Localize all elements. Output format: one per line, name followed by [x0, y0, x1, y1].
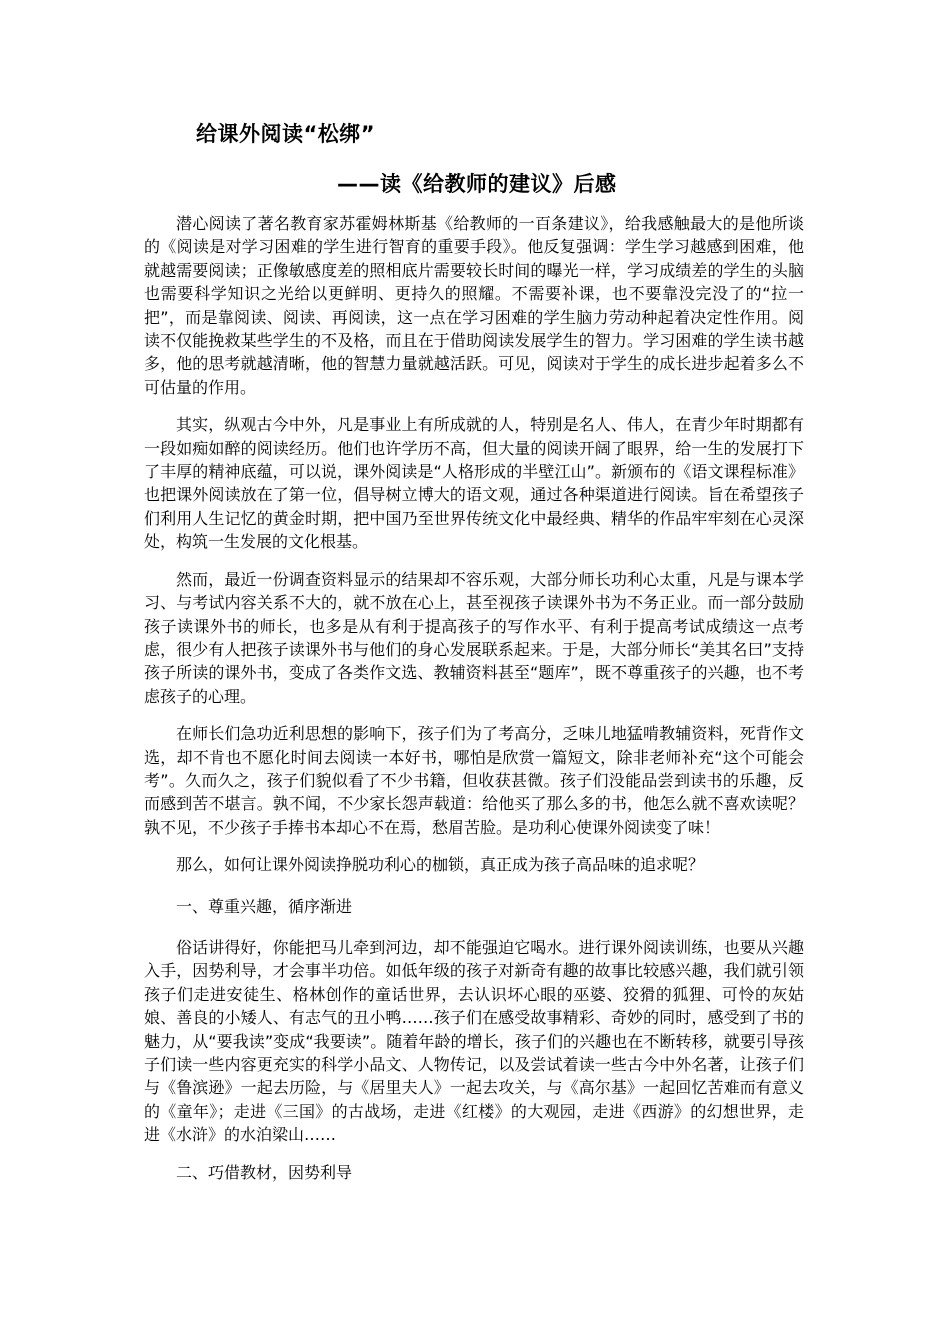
paragraph-question: 那么，如何让课外阅读挣脱功利心的枷锁，真正成为孩子高品味的追求呢？ [176, 855, 705, 875]
paragraph-1: 潜心阅读了著名教育家苏霍姆林斯基《给教师的一百条建议》，给我感触最大的是他所谈的《阅读是对学习困难的学生进行智育的重要手段》。他反复强调：学生学习越感到困难，他就越需要阅读；正像敏感度差的照相底片需要较长时间的曝光一样，学习成绩差的学生的头脑也需要科学知识之光给以更鲜明、更持久的照耀。不需要补课，也不要靠没完没了的“拉一把”，而是靠阅读、阅读、再阅读，这一点在学习困难的学生脑力劳动种起着决定性作用。阅读不仅能挽救某些学生的不及格，而且在于借助阅读发展学生的智力。学习困难的学生读书越多，他的思考就越清晰，他的智慧力量就越活跃。可见，阅读对于学生的成长进步起着多么不可估量的作用。 [144, 214, 804, 397]
paragraph-2: 其实，纵观古今中外，凡是事业上有所成就的人，特别是名人、伟人，在青少年时期都有一段如痴如醉的阅读经历。他们也许学历不高，但大量的阅读开阔了眼界，给一生的发展打下了丰厚的精神底蕴，可以说，课外阅读是“人格形成的半壁江山”。新颁布的《语文课程标准》也把课外阅读放在了第一位，倡导树立博大的语文观，通过各种渠道进行阅读。旨在希望孩子们利用人生记忆的黄金时期，把中国乃至世界传统文化中最经典、精华的作品牢牢刻在心灵深处，构筑一生发展的文化根基。 [144, 415, 804, 552]
paragraph-4: 在师长们急功近利思想的影响下，孩子们为了考高分，乏味儿地猛啃教辅资料，死背作文选，却不肯也不愿化时间去阅读一本好书，哪怕是欣赏一篇短文，除非老师补充“这个可能会考”。久而久之，孩子们貌似看了不少书籍，但收获甚微。孩子们没能品尝到读书的乐趣，反而感到苦不堪言。孰不闻，不少家长怨声载道：给他买了那么多的书，他怎么就不喜欢读呢？孰不见，不少孩子手捧书本却心不在焉，愁眉苦脸。是功利心使课外阅读变了味！ [144, 724, 804, 837]
paragraph-3: 然而，最近一份调查资料显示的结果却不容乐观，大部分师长功利心太重，凡是与课本学习、与考试内容关系不大的，就不放在心上，甚至视孩子读课外书为不务正业。而一部分鼓励孩子读课外书的师长，也多是从有利于提高孩子的写作水平、有利于提高考试成绩这一点考虑，很少有人把孩子读课外书与他们的身心发展联系起来。于是，大部分师长“美其名曰”支持孩子所读的课外书，变成了各类作文选、教辅资料甚至“题库”，既不尊重孩子的兴趣，也不考虑孩子的心理。 [144, 569, 804, 706]
section-heading-2: 二、巧借教材，因势利导 [176, 1162, 353, 1182]
document-body [144, 212, 804, 1202]
section-heading-1: 一、尊重兴趣，循序渐进 [176, 896, 353, 916]
document-title: 给课外阅读“松绑” [196, 122, 376, 146]
document-subtitle: ——读《给教师的建议》后感 [337, 172, 617, 196]
paragraph-5: 俗话讲得好，你能把马儿牵到河边，却不能强迫它喝水。进行课外阅读训练，也要从兴趣入手，因势利导，才会事半功倍。如低年级的孩子对新奇有趣的故事比较感兴趣，我们就引领孩子们走进安徒生、格林创作的童话世界，去认识坏心眼的巫婆、狡猾的狐狸、可怜的灰姑娘、善良的小矮人、有志气的丑小鸭……孩子们在感受故事精彩、奇妙的同时，感受到了书的魅力，从“要我读”变成“我要读”。随着年龄的增长，孩子们的兴趣也在不断转移，就要引导孩子们读一些内容更充实的科学小品文、人物传记，以及尝试着读一些古今中外名著，让孩子们与《鲁滨逊》一起去历险，与《居里夫人》一起去攻关，与《高尔基》一起回忆苦难而有意义的《童年》；走进《三国》的古战场，走进《红楼》的大观园，走进《西游》的幻想世界，走进《水浒》的水泊梁山…… [144, 937, 804, 1145]
